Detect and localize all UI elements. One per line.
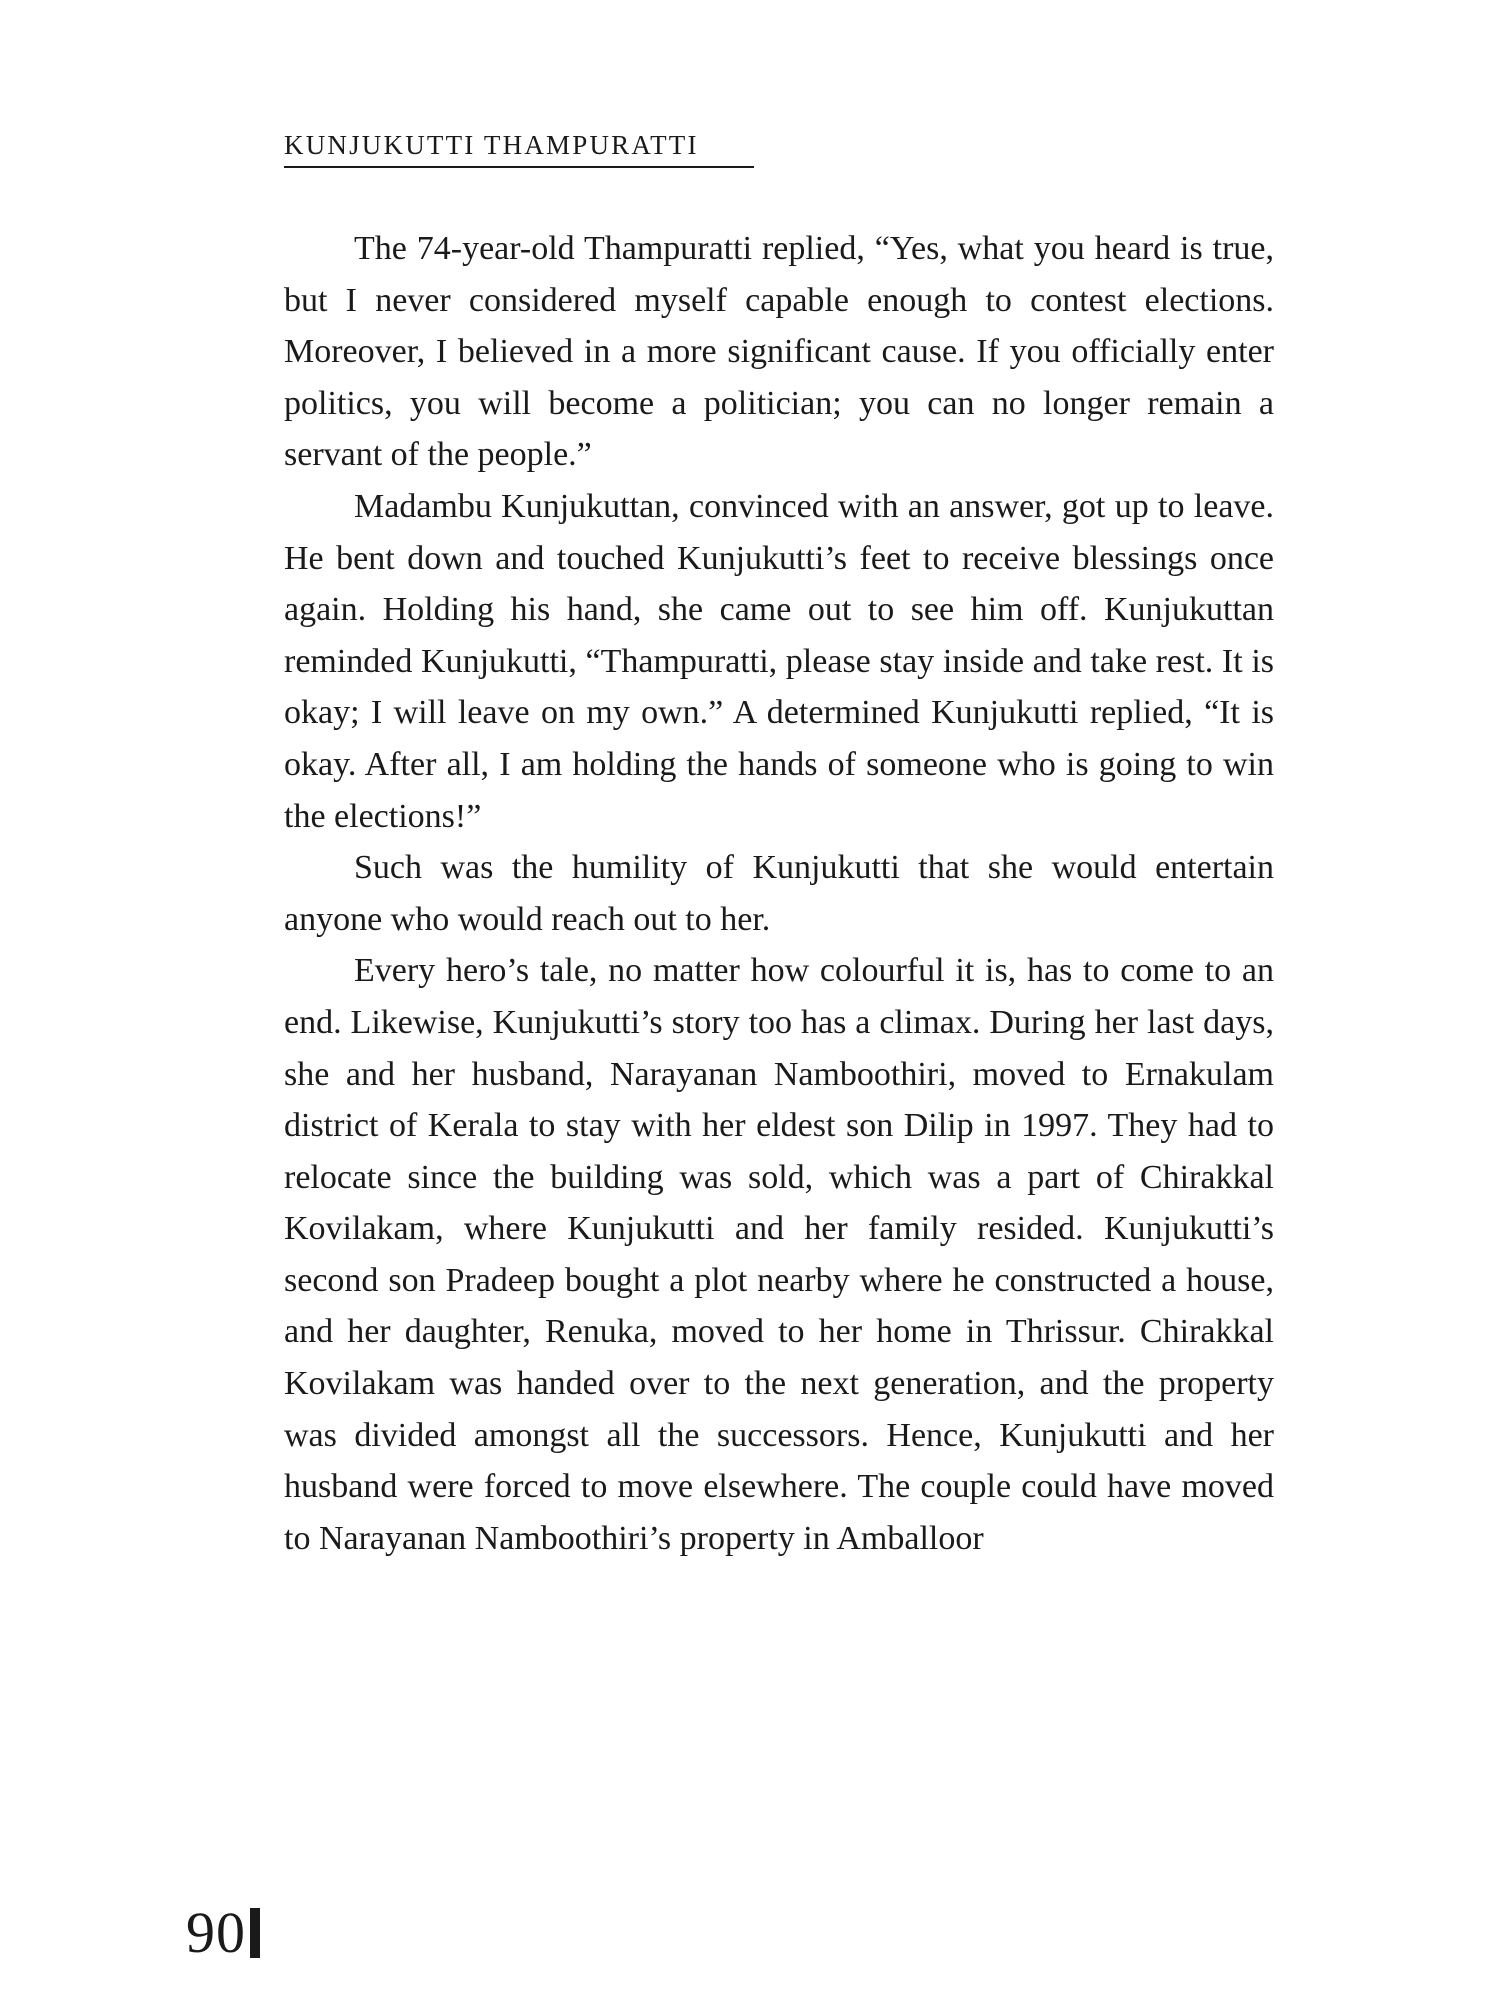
- page-number: 90: [186, 1900, 246, 1965]
- running-head: KUNJUKUTTI THAMPURATTI: [284, 130, 699, 160]
- paragraph: The 74-year-old Thampuratti replied, “Yes, what you heard is true, but I never considered myself capable enough to contest elections. Moreover, I believed in a more significant cause. If you officially enter politics, you will become a politician; you can no longer remain a servant of the people.”: [284, 230, 1274, 474]
- running-head-rule: [284, 166, 754, 168]
- paragraph: Madambu Kunjukuttan, convinced with an answer, got up to leave. He bent down and touched Kunjukutti’s feet to receive blessings once again. Holding his hand, she came out to see him off. Kunjukuttan reminded Kunjukutti, “Thampuratti, please stay inside and take rest. It is okay; I will leave on my own.” A determined Kunjukutti replied, “It is okay. After all, I am holding the hands of someone who is going to win the elections!”: [284, 487, 1274, 835]
- body-text: [284, 223, 1274, 1564]
- folio-bar: [250, 1908, 260, 1958]
- paragraph: Every hero’s tale, no matter how colourful it is, has to come to an end. Likewise, Kunjukutti’s story too has a climax. During her last days, she and her husband, Narayanan Namboothiri, moved to Ernakulam district of Kerala to stay with her eldest son Dilip in 1997. They had to relocate since the building was sold, which was a part of Chirakkal Kovilakam, where Kunjukutti and her family resided. Kunjukutti’s second son Pradeep bought a plot nearby where he constructed a house, and her daughter, Renuka, moved to her home in Thrissur. Chirakkal Kovilakam was handed over to the next generation, and the property was divided amongst all the successors. Hence, Kunjukutti and her husband were forced to move elsewhere. The couple could have moved to Narayanan Namboothiri’s property in Amballoor: [284, 952, 1274, 1557]
- paragraph: Such was the humility of Kunjukutti that she would entertain anyone who would reach out to her.: [284, 849, 1274, 938]
- folio: [186, 1900, 260, 1966]
